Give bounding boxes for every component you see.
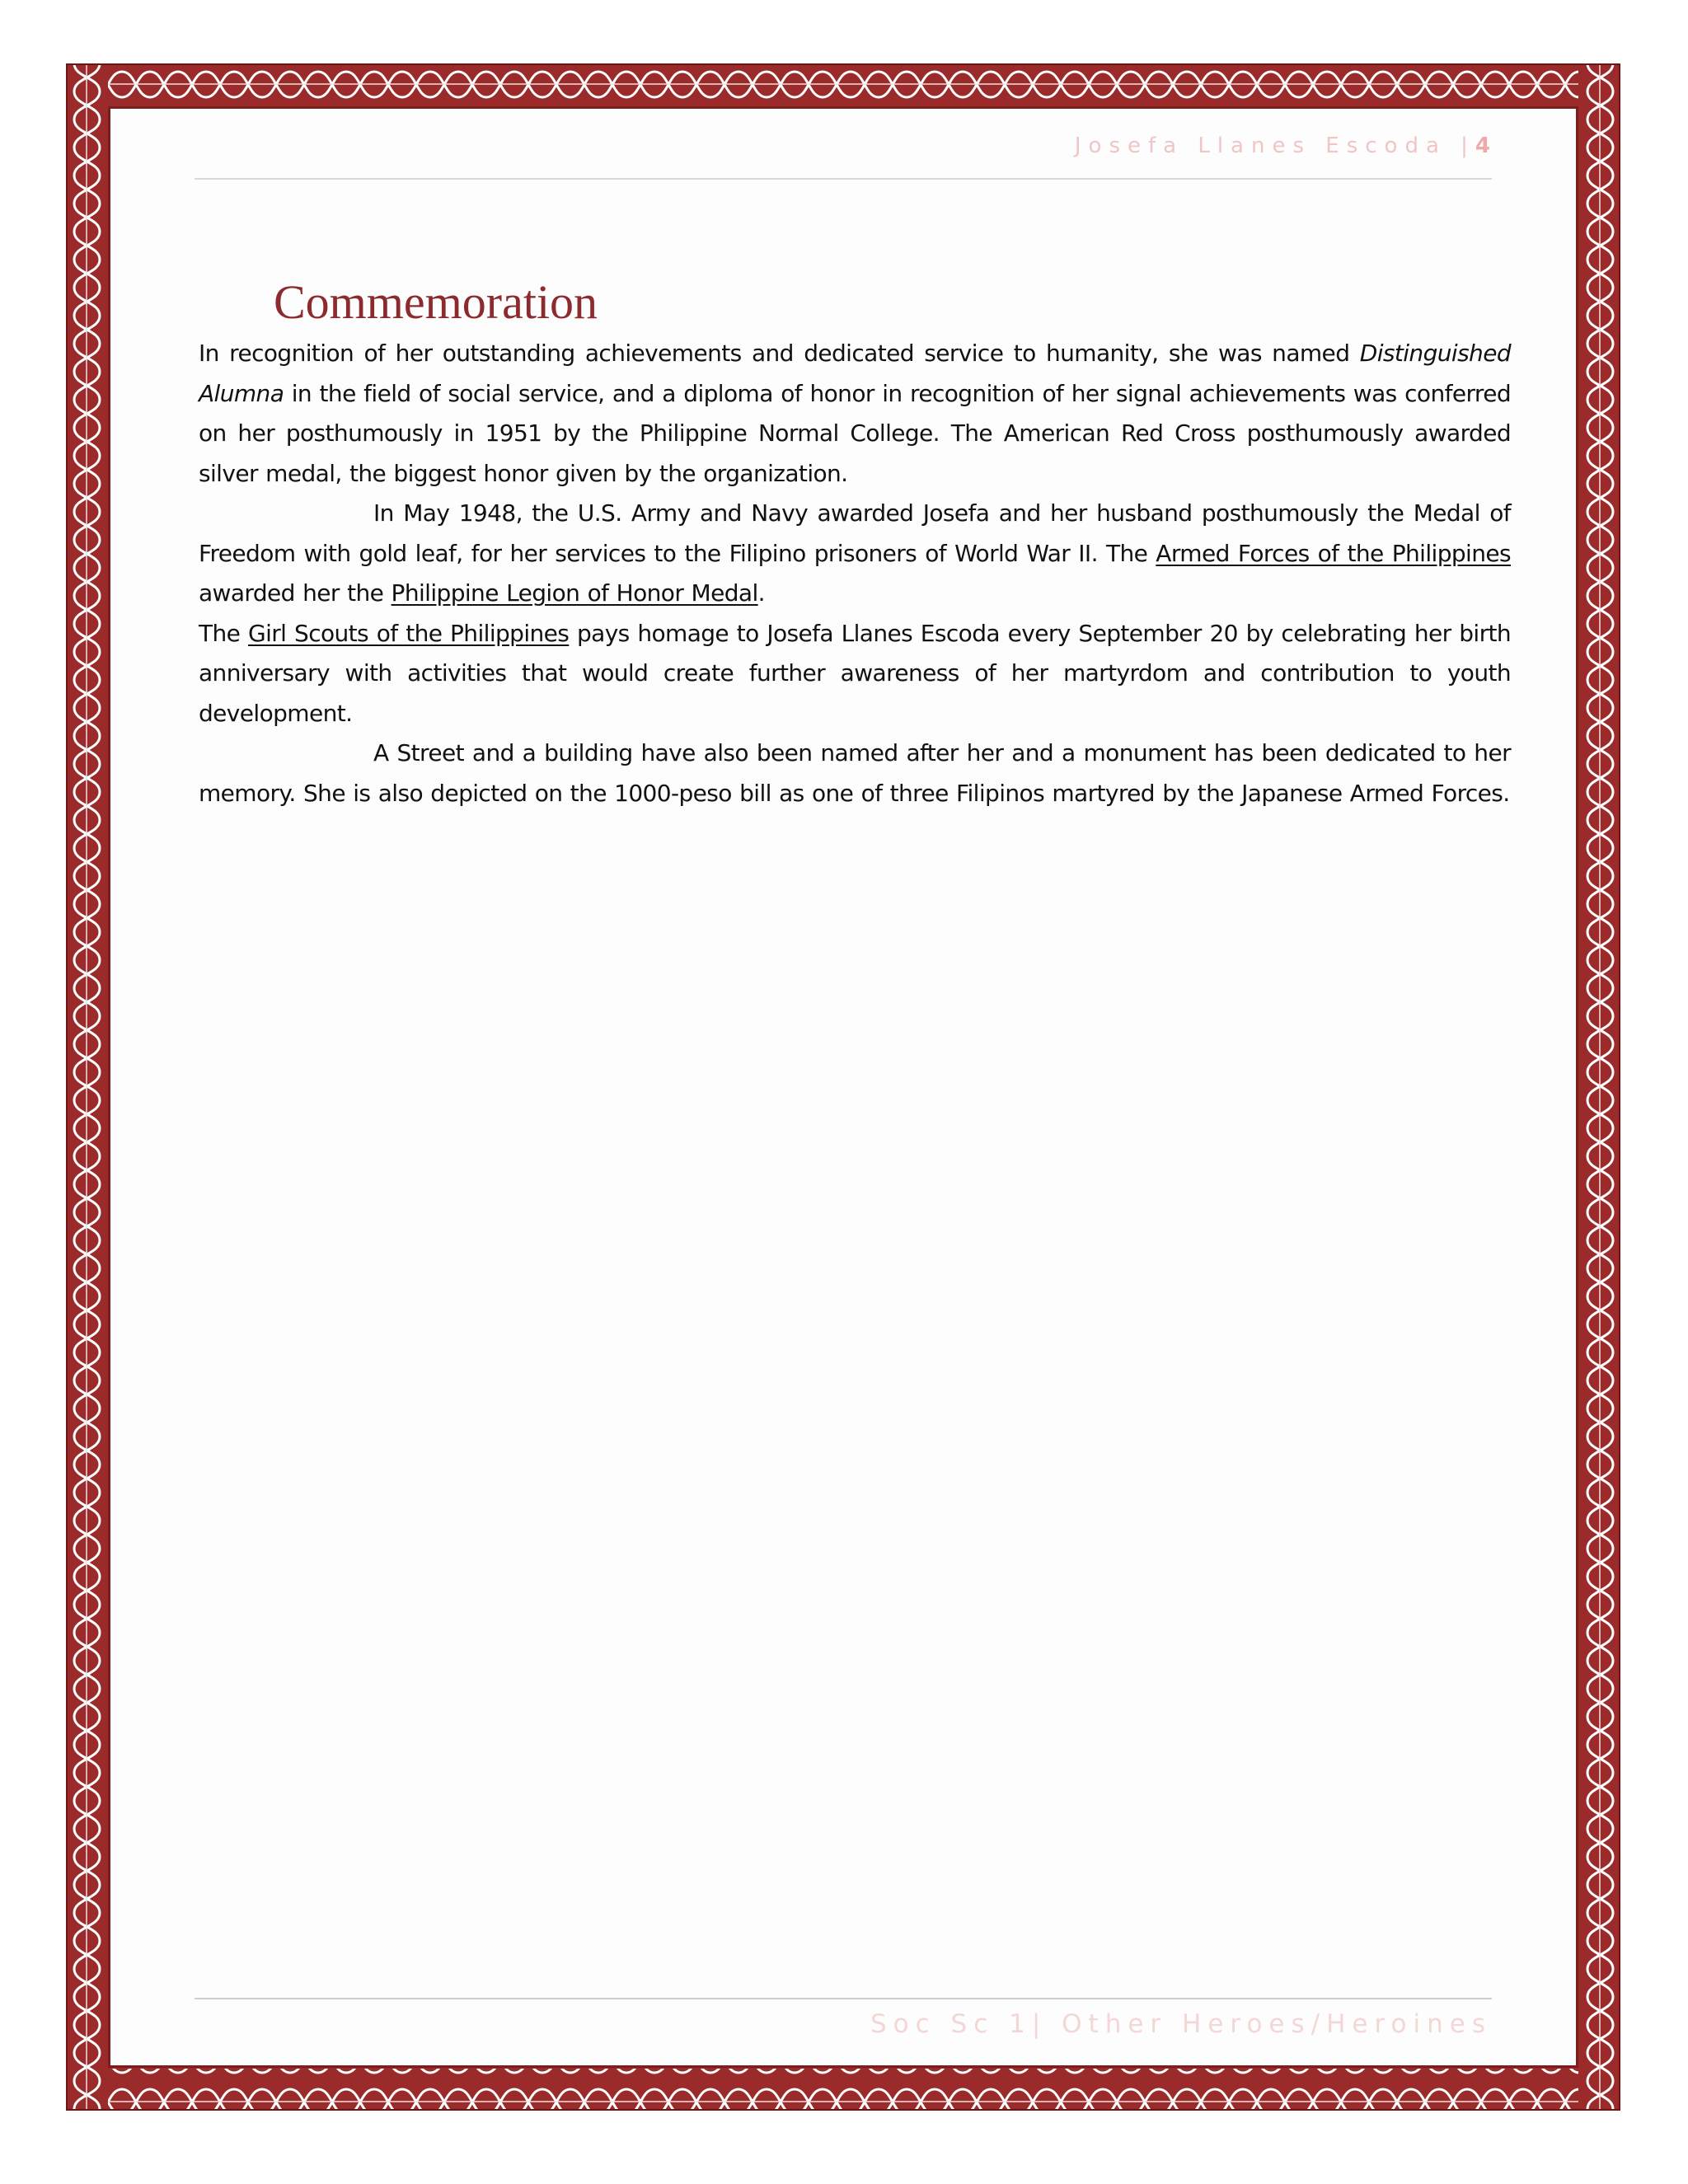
running-footer (195, 1998, 1492, 2039)
text-run: A Street and a building have also been named after her and a monument has been dedicated to her memory. She is also depicted on the 1000-peso bill as one of three Filipinos martyred by the Japanese Armed Forces. (199, 739, 1511, 807)
paragraph-1 (199, 334, 1511, 494)
text-run: awarded her the (199, 579, 392, 607)
text-run: In recognition of her outstanding achievements and dedicated service to humanity, she was named (199, 340, 1360, 367)
paragraph-3 (199, 614, 1511, 734)
footer-text: Soc Sc 1| Other Heroes/Heroines (870, 2009, 1492, 2039)
running-title: Josefa Llanes Escoda | (1074, 134, 1475, 158)
text-run: pays homage to Josefa Llanes Escoda every September 20 by celebrating her birth anniversary with activities that would create further awareness of her martyrdom and contribution to youth development. (199, 619, 1512, 727)
link-girl-scouts[interactable]: Girl Scouts of the Philippines (247, 619, 570, 647)
page-number: 4 (1475, 134, 1492, 158)
link-legion-of-honor[interactable]: Philippine Legion of Honor Medal (391, 579, 758, 607)
text-run: In May 1948, the U.S. Army and Navy awarded Josefa and her husband posthumously the Medal of Freedom with gold leaf, for her services to the Filipino prisoners of World War II. The (199, 499, 1511, 567)
text-run: The (199, 619, 248, 647)
section-heading: Commemoration (274, 275, 598, 329)
paragraph-2 (199, 494, 1511, 614)
text-run: in the field of social service, and a diploma of honor in recognition of her signal achievements was conferred on her posthumously in 1951 by the Philippine Normal College. The American Red Cross posthumously awarded silver medal, the biggest honor given by the organization. (199, 379, 1511, 487)
body-text (199, 334, 1511, 813)
text-run: . (757, 579, 765, 607)
running-header (195, 134, 1492, 180)
link-armed-forces[interactable]: Armed Forces of the Philippines (1156, 539, 1511, 567)
paragraph-4 (199, 733, 1511, 813)
italic-text: Distinguished Alumna (199, 340, 1511, 407)
